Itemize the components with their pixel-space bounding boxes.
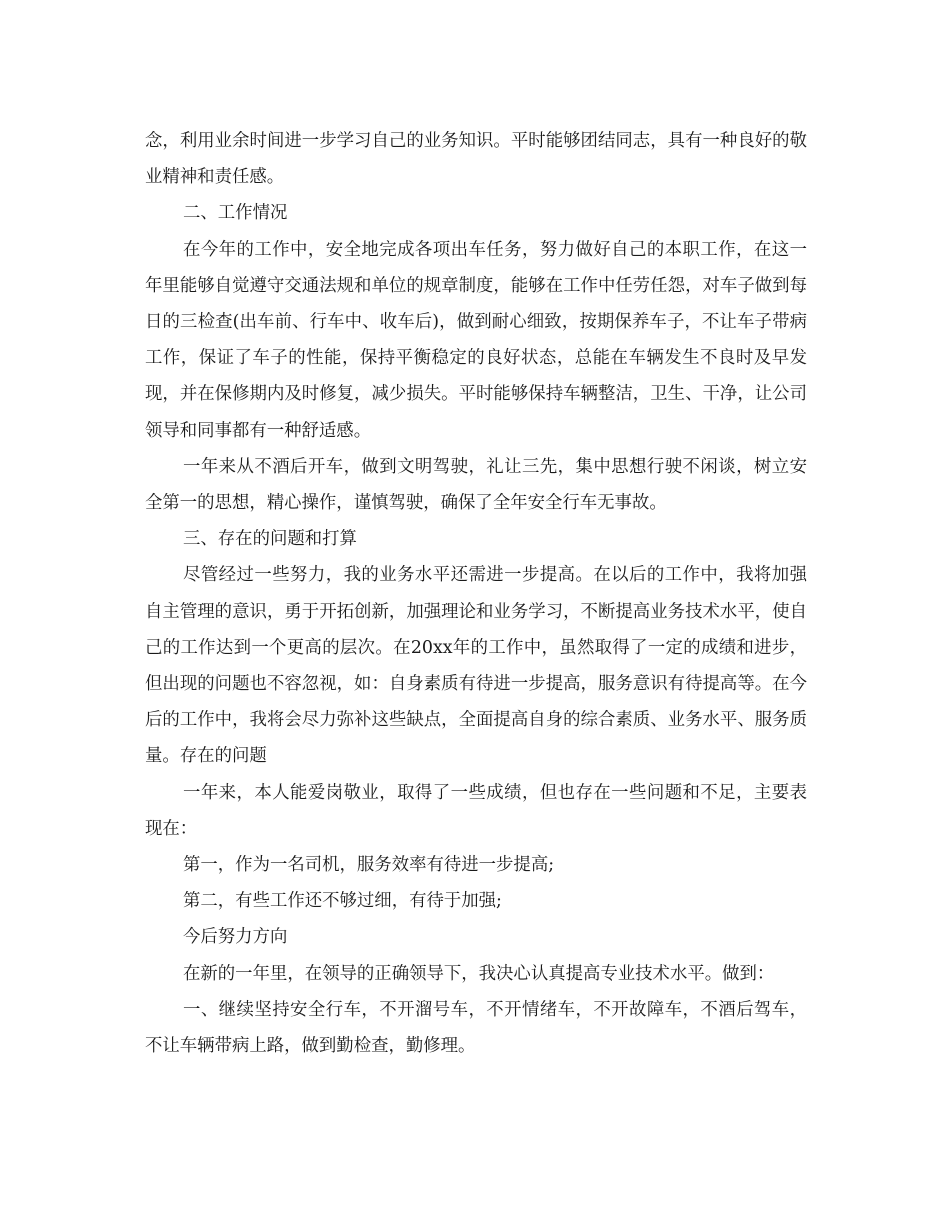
paragraph-continuation: 念，利用业余时间进一步学习自己的业务知识。平时能够团结同志，具有一种良好的敬业精神和责任感。	[145, 131, 807, 188]
section-heading-future-direction: 今后努力方向	[183, 927, 288, 948]
section-heading-work-status: 二、工作情况	[183, 203, 288, 224]
paragraph-safe-driving-pledge: 一、继续坚持安全行车，不开溜号车，不开情绪车，不开故障车，不酒后驾车，不让车辆带病上路，做到勤检查，勤修理。	[145, 999, 807, 1057]
list-item-first: 第一，作为一名司机，服务效率有待进一步提高;	[183, 855, 555, 876]
list-item-second: 第二，有些工作还不够过细，有待于加强;	[183, 891, 502, 912]
paragraph-work-details: 在今年的工作中，安全地完成各项出车任务，努力做好自己的本职工作，在这一年里能够自觉遵守交通法规和单位的规章制度，能够在工作中任劳任怨，对车子做到每日的三检查(出车前、行车中、收车后)，做到耐心细致，按期保养车子，不让车子带病工作，保证了车子的性能，保持平衡稳定的良好状态，总能在车辆发生不良时及早发现，并在保修期内及时修复，减少损失。平时能够保持车辆整洁，卫生、干净，让公司领导和同事都有一种舒适感。	[145, 239, 807, 441]
paragraph-safe-driving: 一年来从不酒后开车，做到文明驾驶，礼让三先，集中思想行驶不闲谈，树立安全第一的思想，精心操作，谨慎驾驶，确保了全年安全行车无事故。	[145, 456, 807, 514]
paragraph-problems-intro: 一年来，本人能爱岗敬业，取得了一些成绩，但也存在一些问题和不足，主要表现在：	[145, 782, 807, 839]
document-body	[145, 123, 807, 1064]
section-heading-problems-plans: 三、存在的问题和打算	[183, 529, 357, 550]
paragraph-new-year: 在新的一年里，在领导的正确领导下，我决心认真提高专业技术水平。做到：	[183, 963, 775, 984]
paragraph-improvement: 尽管经过一些努力，我的业务水平还需进一步提高。在以后的工作中，我将加强自主管理的意识，勇于开拓创新，加强理论和业务学习，不断提高业务技术水平，使自己的工作达到一个更高的层次。在20xx年的工作中，虽然取得了一定的成绩和进步，但出现的问题也不容忽视，如：自身素质有待进一步提高，服务意识有待提高等。在今后的工作中，我将会尽力弥补这些缺点，全面提高自身的综合素质、业务水平、服务质量。存在的问题	[145, 565, 807, 767]
